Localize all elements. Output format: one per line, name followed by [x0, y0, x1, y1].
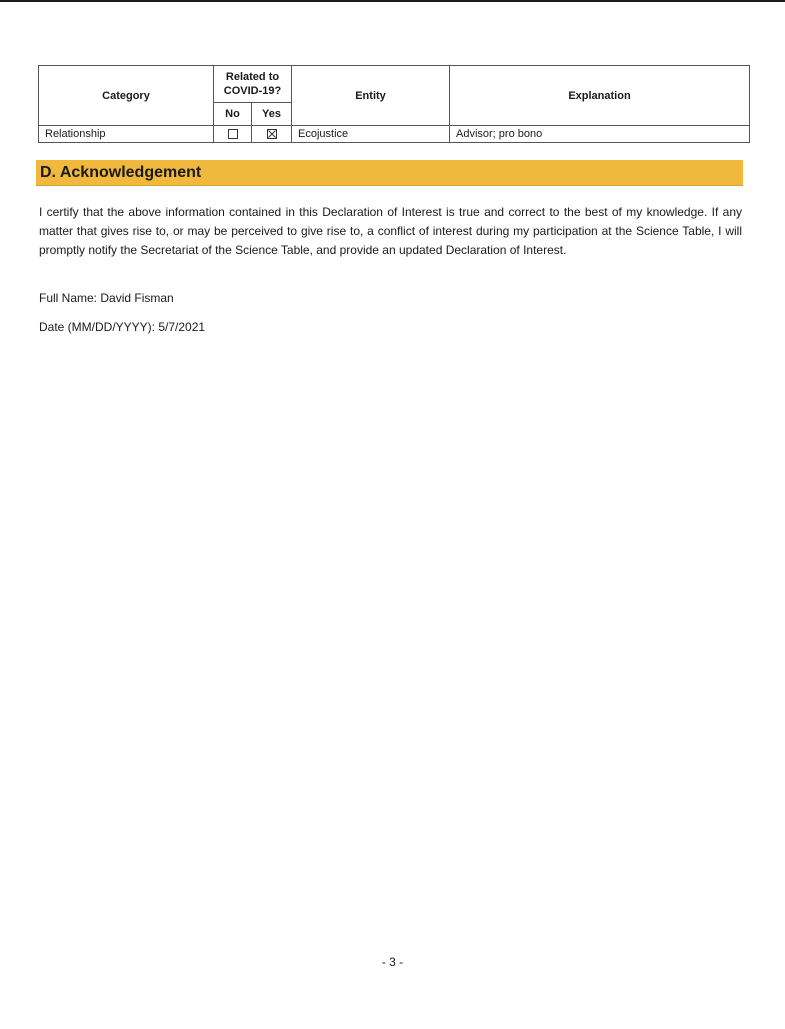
- cell-entity: Ecojustice: [292, 126, 450, 143]
- header-no: No: [214, 103, 252, 126]
- cell-related-yes: [252, 126, 292, 143]
- unchecked-checkbox-icon[interactable]: [228, 129, 238, 139]
- disclosure-table: [38, 65, 750, 143]
- section-banner: [36, 160, 743, 186]
- checked-checkbox-icon[interactable]: [267, 129, 277, 139]
- page-number: - 3 -: [381, 955, 404, 969]
- date-field: Date (MM/DD/YYYY): 5/7/2021: [39, 320, 206, 334]
- cell-category: Relationship: [39, 126, 214, 143]
- header-category: Category: [39, 66, 214, 126]
- table-header-row: [39, 66, 750, 103]
- cell-related-no: [214, 126, 252, 143]
- table-row: [39, 126, 750, 143]
- header-related-covid: Related to COVID-19?: [214, 66, 292, 103]
- header-yes: Yes: [252, 103, 292, 126]
- cell-explanation: Advisor; pro bono: [450, 126, 750, 143]
- section-title: D. Acknowledgement: [40, 164, 202, 181]
- header-explanation: Explanation: [450, 66, 750, 126]
- header-entity: Entity: [292, 66, 450, 126]
- full-name-field: Full Name: David Fisman: [39, 291, 174, 305]
- top-rule: [0, 0, 785, 2]
- acknowledgement-paragraph: I certify that the above information contained in this Declaration of Interest is true and correct to the best of my knowledge. If any matter that gives rise to, or may be perceived to give rise to, a conflict of interest during my participation at the Science Table, I will promptly notify the Secretariat of the Science Table, and provide an updated Declaration of Interest.: [39, 205, 742, 257]
